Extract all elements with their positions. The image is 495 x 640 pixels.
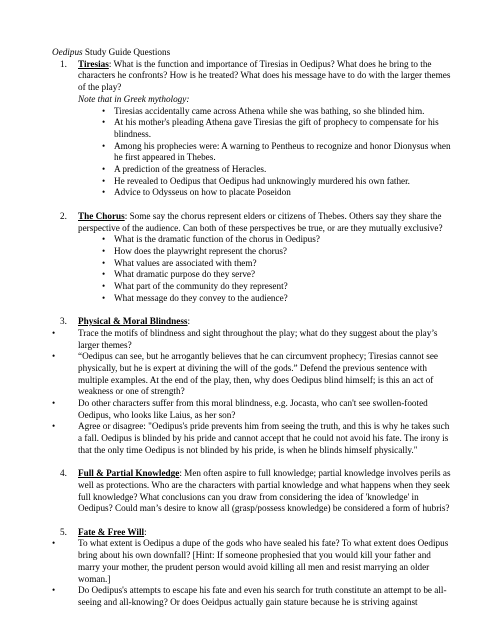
question-number: 3.	[60, 316, 67, 327]
document-title	[52, 47, 452, 59]
question-1	[52, 59, 452, 94]
question-heading: Tiresias	[78, 58, 109, 69]
list-item: • What message do they convey to the audience?	[52, 293, 452, 305]
question-text: :	[187, 316, 191, 327]
list-item: • What values are associated with them?	[52, 258, 452, 270]
question-heading: The Chorus	[78, 210, 125, 221]
question-heading: Fate & Free Will	[78, 526, 145, 537]
study-guide-content	[52, 47, 452, 609]
list-item: • “Oedipus can see, but he arrogantly believes that he can circumvent prophecy; Tiresias cannot see physically, but he is expert at divining the will of the gods.” Defend the previous sentence with multiple examples. At the end of the play, then, why does Oedipus blind himself; is this an act of weakness or one of strength?	[52, 351, 452, 398]
question-text: :	[144, 526, 147, 537]
question-number: 1.	[60, 58, 67, 69]
chorus-bullet-list	[52, 234, 452, 304]
blindness-bullet-list	[52, 328, 452, 457]
fate-bullet-list	[52, 538, 452, 608]
mythology-note: Note that in Greek mythology:	[78, 93, 190, 104]
question-text: : Men often aspire to full knowledge; partial knowledge involves perils as well as protections. Who are the characters with partial knowledge and what happens when they seek full knowledge? What conclusions can you draw from considering the idea of 'knowledge' in Oedipus? Could man’s desire to know all (grasp/possess knowledge) be considered a form of hubris?	[78, 468, 451, 514]
question-number: 5.	[60, 526, 67, 537]
question-heading: Full & Partial Knowledge	[78, 468, 180, 479]
list-item: • Trace the motifs of blindness and sight throughout the play; what do they suggest about the play’s larger themes?	[52, 328, 452, 351]
list-item: • What dramatic purpose do they serve?	[52, 269, 452, 281]
list-item: • What part of the community do they represent?	[52, 281, 452, 293]
title-italic: Oedipus	[52, 47, 83, 57]
list-item: • Do Oedipus's attempts to escape his fate and even his search for truth constitute an attempt to be all-seeing and all-knowing? Or does Oeidpus actually gain stature because he is striving against	[52, 585, 452, 608]
question-heading: Physical & Moral Blindness	[78, 316, 188, 327]
list-item: • Among his prophecies were: A warning to Pentheus to recognize and honor Dionysus when he first appeared in Thebes.	[52, 141, 452, 164]
question-5	[52, 527, 452, 539]
list-item: • To what extent is Oedipus a dupe of the gods who have sealed his fate? To what extent does Oedipus bring about his own downfall? [Hint: If someone prophesied that you would kill your father and marry your mother, the prudent person would avoid killing all men and resist marrying an older woman.]	[52, 538, 452, 585]
list-item: • He revealed to Oedipus that Oedipus had unknowingly murdered his own father.	[52, 176, 452, 188]
question-4	[52, 468, 452, 515]
list-item: • A prediction of the greatness of Heracles.	[52, 164, 452, 176]
list-item: • Tiresias accidentally came across Athena while she was bathing, so she blinded him.	[52, 106, 452, 118]
question-number: 4.	[60, 468, 67, 479]
question-3	[52, 316, 452, 328]
list-item: • What is the dramatic function of the chorus in Oedipus?	[52, 234, 452, 246]
list-item: • How does the playwright represent the chorus?	[52, 246, 452, 258]
list-item: • Advice to Odysseus on how to placate Poseidon	[52, 187, 452, 199]
question-text: : What is the function and importance of Tiresias in Oedipus? What does he bring to the characters he confronts? How is he treated? What does his message have to do with the larger themes of the play?	[78, 58, 451, 93]
question-text: : Some say the chorus represent elders or citizens of Thebes. Others say they share the perspective of the audience. Can both of these perspectives be true, or are they mutually exclusive?	[78, 210, 443, 233]
list-item: • At his mother's pleading Athena gave Tiresias the gift of prophecy to compensate for his blindness.	[52, 117, 452, 140]
tiresias-bullet-list	[52, 106, 452, 200]
question-2	[52, 211, 452, 234]
title-rest: Study Guide Questions	[82, 47, 171, 57]
question-number: 2.	[60, 210, 67, 221]
list-item: • Agree or disagree: "Oedipus's pride prevents him from seeing the truth, and this is why he takes such a fall. Oedipus is blinded by his pride and cannot accept that he could not avoid his fate. The irony is that the only time Oedipus is not blinded by his pride, is when he blinds himself physically."	[52, 421, 452, 456]
list-item: • Do other characters suffer from this moral blindness, e.g. Jocasta, who can't see swollen-footed Oedipus, who looks like Laius, as her son?	[52, 398, 452, 421]
